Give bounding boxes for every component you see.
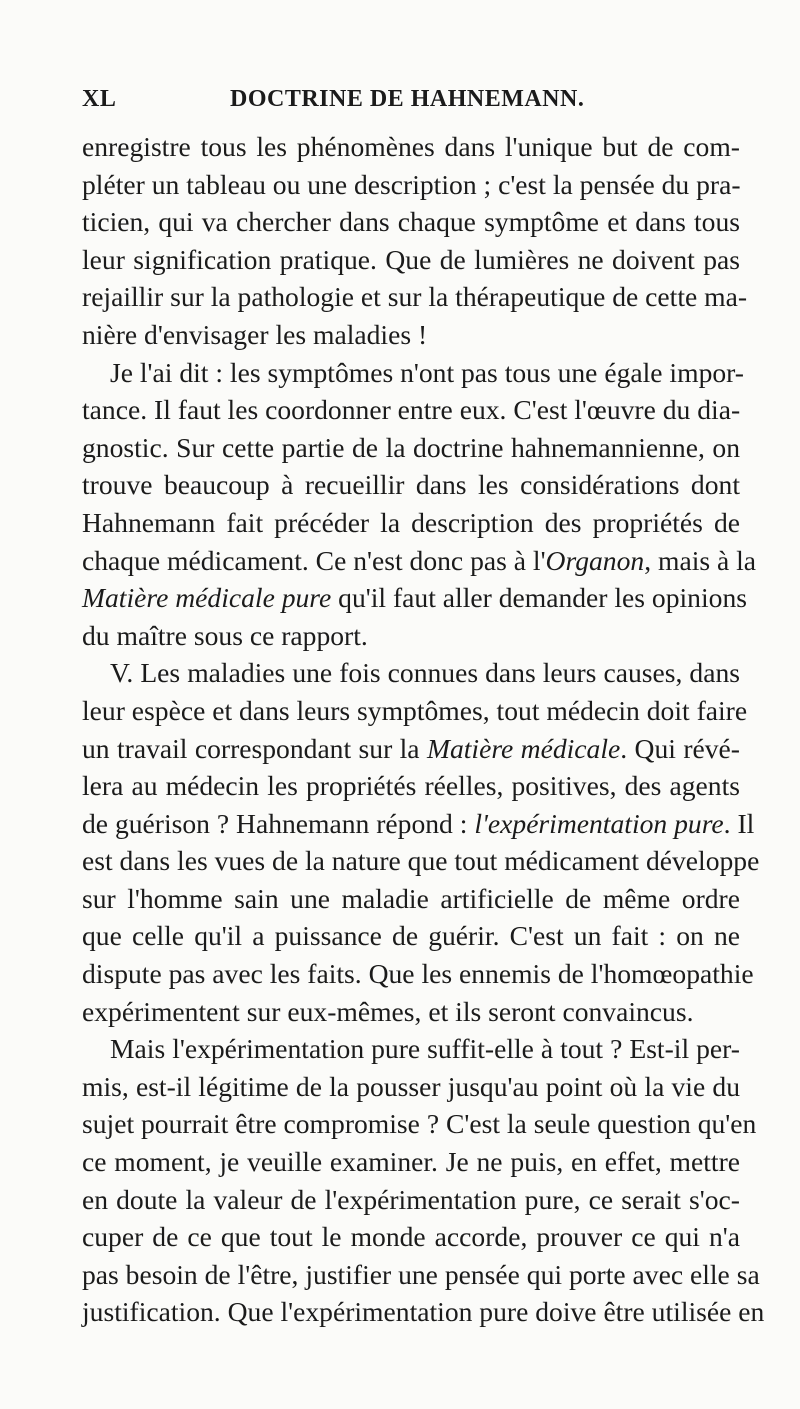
text-line: sur l'homme sain une maladie artificielle de même ordre	[82, 882, 740, 914]
text-line: lera au médecin les propriétés réelles, positives, des agents	[82, 770, 740, 802]
running-title: DOCTRINE DE HAHNEMANN.	[230, 86, 585, 112]
italic-title: Matière médicale pure	[82, 582, 332, 614]
body-text	[82, 128, 765, 1331]
text-line: tance. Il faut les coordonner entre eux. C'est l'œuvre du dia-	[82, 394, 741, 426]
text-line: en doute la valeur de l'expérimentation pure, ce serait s'oc-	[82, 1183, 740, 1215]
text-line: ticien, qui va chercher dans chaque symptôme et dans tous	[82, 206, 740, 238]
text-line: Hahnemann fait précéder la description des propriétés de	[82, 506, 740, 538]
italic-title: Matière médicale	[426, 732, 621, 764]
text-line: pléter un tableau ou une description ; c'est la pensée du pra-	[82, 168, 741, 200]
text-line: mis, est-il légitime de la pousser jusqu'au point où la vie du	[82, 1070, 740, 1102]
text-line: justification. Que l'expérimentation pure doive être utilisée en	[82, 1296, 765, 1328]
text-line: trouve beaucoup à recueillir dans les considérations dont	[82, 469, 740, 501]
text-line: cuper de ce que tout le monde accorde, prouver ce qui n'a	[82, 1221, 740, 1253]
text-line: chaque médicament. Ce n'est donc pas à l'Organon, mais à la	[82, 544, 757, 576]
text-line: du maître sous ce rapport.	[82, 619, 368, 651]
text-line: ce moment, je veuille examiner. Je ne puis, en effet, mettre	[82, 1146, 740, 1178]
running-head	[82, 86, 742, 114]
text-line: un travail correspondant sur la Matière médicale. Qui révé-	[82, 732, 740, 764]
text-line: leur espèce et dans leurs symptômes, tout médecin doit faire	[82, 694, 748, 726]
italic-title: Organon	[545, 544, 645, 576]
text-line: Matière médicale pure qu'il faut aller demander les opinions	[82, 582, 747, 614]
text-line: Mais l'expérimentation pure suffit-elle à tout ? Est-il per-	[110, 1033, 740, 1065]
text-line: leur signification pratique. Que de lumières ne doivent pas	[82, 243, 740, 275]
text-line: V. Les maladies une fois connues dans leurs causes, dans	[110, 657, 740, 689]
page-number: XL	[82, 86, 117, 112]
text-line: Je l'ai dit : les symptômes n'ont pas tous une égale impor-	[110, 356, 744, 388]
text-line: pas besoin de l'être, justifier une pensée qui porte avec elle sa	[82, 1258, 760, 1290]
text-line: dispute pas avec les faits. Que les ennemis de l'homœopathie	[82, 958, 754, 990]
text-line: est dans les vues de la nature que tout médicament développe	[82, 845, 760, 877]
italic-title: l'expérimentation pure	[474, 807, 724, 839]
text-line: expérimentent sur eux-mêmes, et ils seront convaincus.	[82, 995, 694, 1027]
text-line: sujet pourrait être compromise ? C'est la seule question qu'en	[82, 1108, 757, 1140]
text-line: rejaillir sur la pathologie et sur la thérapeutique de cette ma-	[82, 281, 748, 313]
text-line: enregistre tous les phénomènes dans l'unique but de com-	[82, 131, 740, 162]
text-line: gnostic. Sur cette partie de la doctrine hahnemannienne, on	[82, 431, 740, 463]
text-line: nière d'envisager les maladies !	[82, 318, 428, 350]
text-line: que celle qu'il a puissance de guérir. C'est un fait : on ne	[82, 920, 740, 952]
text-line: de guérison ? Hahnemann répond : l'expérimentation pure. Il	[82, 807, 755, 839]
